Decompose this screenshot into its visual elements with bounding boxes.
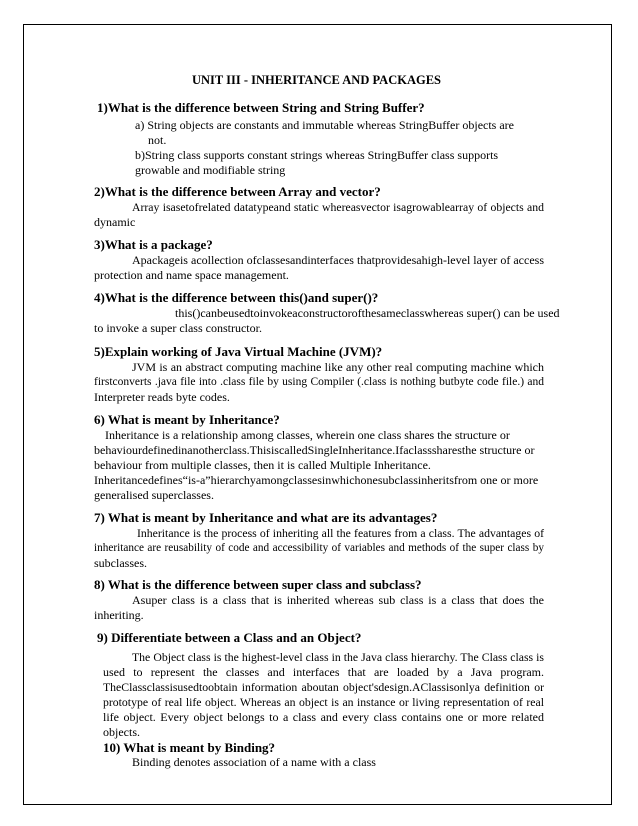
question-3: 3)What is a package? bbox=[94, 237, 213, 252]
answer-9-line-6: objects. bbox=[103, 725, 140, 739]
answer-2-line-2: dynamic bbox=[94, 215, 136, 229]
answer-9-line-1: The Object class is the highest-level class in the Java class hierarchy. The Class class is bbox=[132, 651, 544, 664]
question-5: 5)Explain working of Java Virtual Machine (JVM)? bbox=[94, 344, 383, 359]
answer-4-line-2: to invoke a super class constructor. bbox=[94, 321, 262, 335]
answer-5-line-2: firstconverts .java file into .class file by using Compiler (.class is nothing butbyte code file.) and bbox=[94, 376, 544, 388]
page-title: UNIT III - INHERITANCE AND PACKAGES bbox=[192, 73, 441, 87]
answer-9-line-5: life object. Every object belongs to a class and every class contains one or more related bbox=[103, 710, 544, 724]
answer-9-line-3: TheClassclassisusedtoobtain information aboutan object'sdesign.AClassisonlya definition or bbox=[103, 681, 544, 694]
answer-8-line-2: inheriting. bbox=[94, 608, 144, 622]
answer-8-line-1: Asuper class is a class that is inherited whereas sub class is a class that does the bbox=[132, 593, 544, 607]
answer-10-line-1: Binding denotes association of a name with a class bbox=[132, 755, 376, 769]
question-1: 1)What is the difference between String and String Buffer? bbox=[97, 100, 425, 115]
answer-9-line-4: prototype of real life object. Whereas an object is an instance or living representation of real bbox=[103, 696, 544, 709]
answer-1-b-line-2: growable and modifiable string bbox=[135, 163, 286, 177]
answer-5-line-1: JVM is an abstract computing machine like any other real computing machine which bbox=[132, 360, 544, 374]
answer-1-a-line-2: not. bbox=[148, 133, 167, 147]
answer-1-a-line-1: a) String objects are constants and immutable whereas StringBuffer objects are bbox=[135, 118, 514, 132]
question-10: 10) What is meant by Binding? bbox=[103, 740, 276, 755]
answer-6-line-4: Inheritancedefines“is-a”hierarchyamongclassesinwhichonesubclassinheritsfrom one or more bbox=[94, 473, 539, 487]
answer-7-line-3: subclasses. bbox=[94, 556, 147, 570]
answer-1-b-line-1: b)String class supports constant strings whereas StringBuffer class supports bbox=[135, 148, 499, 162]
answer-7-line-2: inheritance are reusability of code and accessibility of variables and methods of the super class by bbox=[94, 542, 544, 554]
answer-5-line-3: Interpreter reads byte codes. bbox=[94, 390, 230, 404]
answer-6-line-2: behaviourdefinedinanotherclass.ThisiscalledSingleInheritance.Ifaclasssharesthe structure or bbox=[94, 443, 535, 457]
answer-6-line-1: Inheritance is a relationship among classes, wherein one class shares the structure or bbox=[105, 428, 510, 442]
answer-6-line-3: behaviour from multiple classes, then it is called Multiple Inheritance. bbox=[94, 458, 431, 472]
question-8: 8) What is the difference between super class and subclass? bbox=[94, 577, 422, 592]
answer-2-line-1: Array isasetofrelated datatypeand static whereasvector isagrowablearray of objects and bbox=[132, 201, 544, 214]
answer-3-line-2: protection and name space management. bbox=[94, 268, 289, 282]
question-4: 4)What is the difference between this()and super()? bbox=[94, 290, 379, 305]
question-6: 6) What is meant by Inheritance? bbox=[94, 412, 280, 427]
answer-6-line-5: generalised superclasses. bbox=[94, 488, 214, 502]
answer-7-line-1: Inheritance is the process of inheriting all the features from a class. The advantages of bbox=[137, 527, 544, 540]
question-2: 2)What is the difference between Array and vector? bbox=[94, 184, 381, 199]
answer-4-line-1: this()canbeusedtoinvokeaconstructorofthesameclasswhereas super() can be used bbox=[175, 306, 560, 320]
answer-9-line-2: used to represent the classes and interfaces that are loaded by a Java program. bbox=[103, 665, 544, 679]
question-9: 9) Differentiate between a Class and an Object? bbox=[97, 630, 362, 645]
question-7: 7) What is meant by Inheritance and what are its advantages? bbox=[94, 510, 438, 525]
answer-3-line-1: Apackageis acollection ofclassesandinterfaces thatprovidesahigh-level layer of access bbox=[132, 253, 544, 267]
